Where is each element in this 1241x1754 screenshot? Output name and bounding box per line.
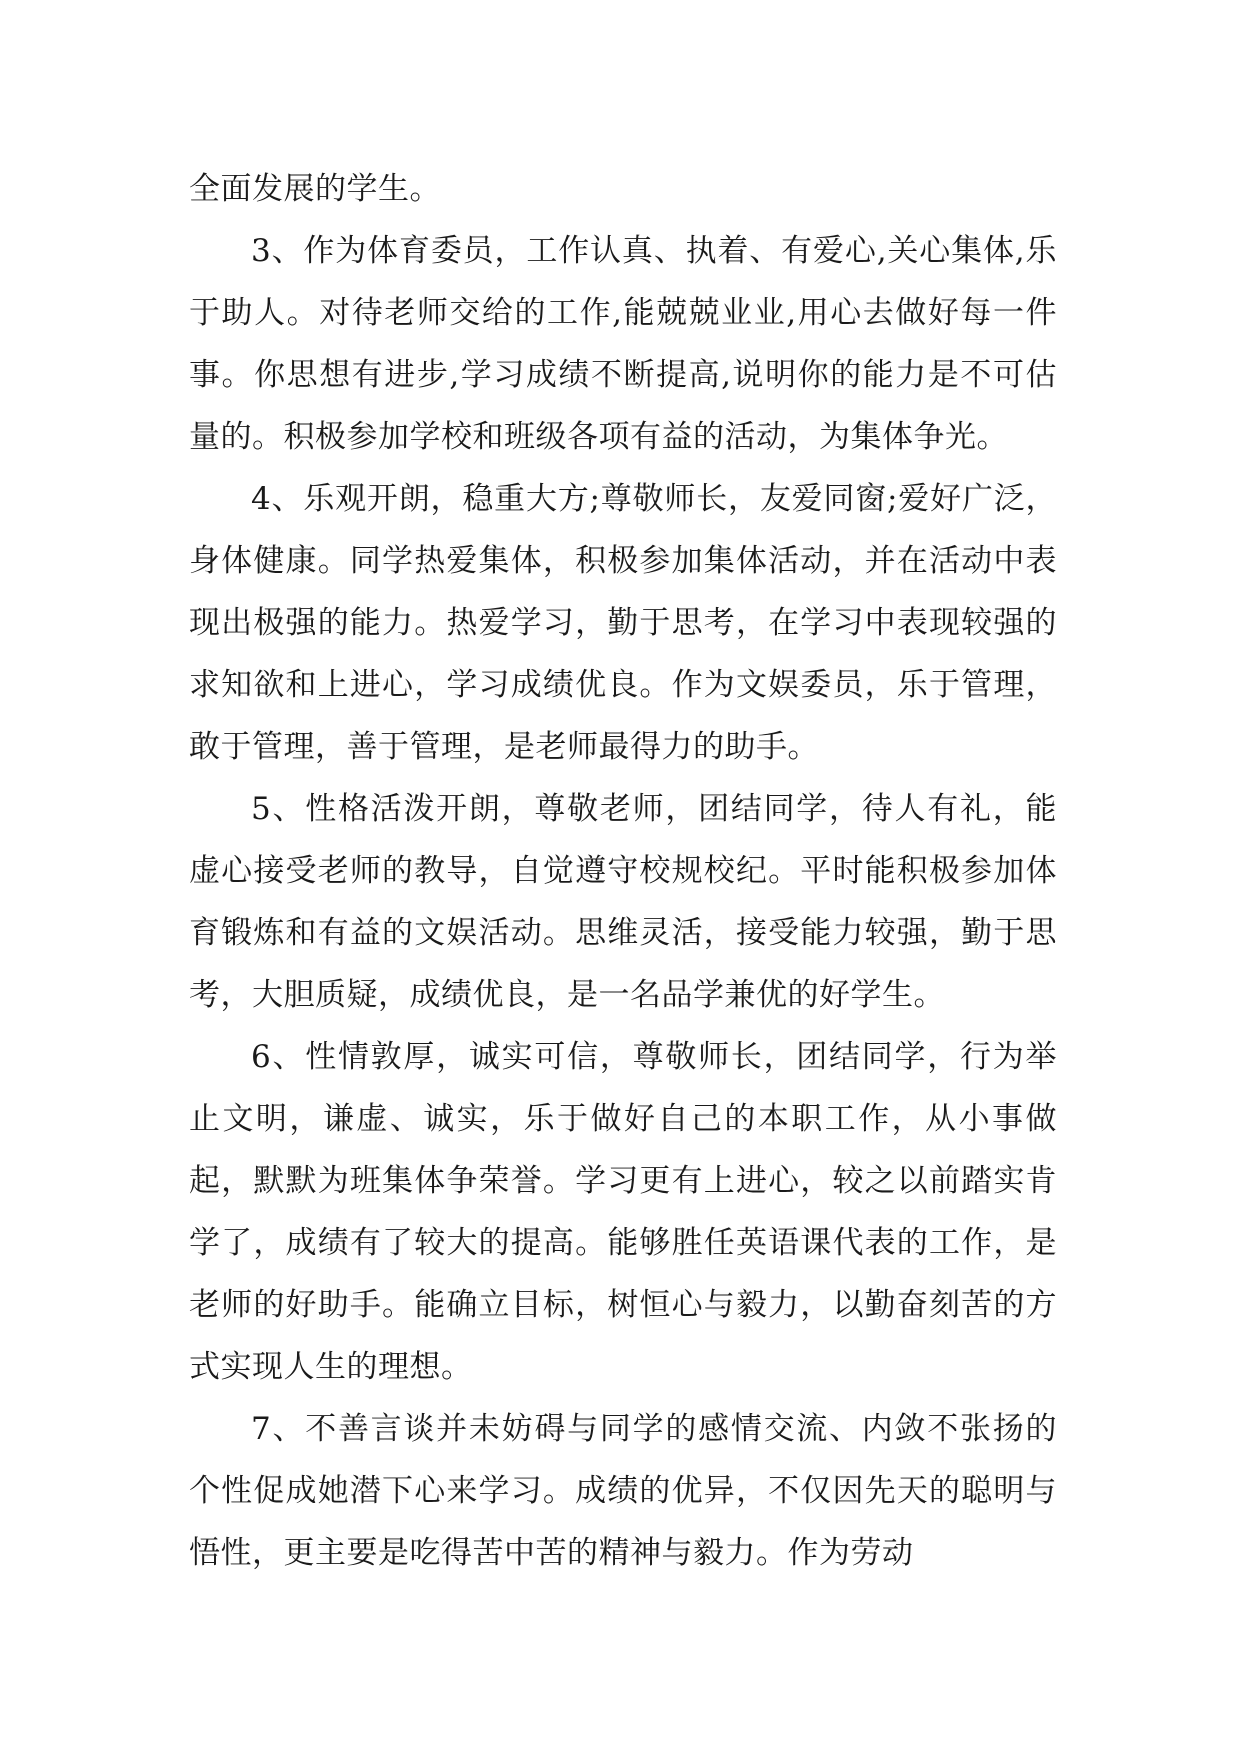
- paragraph-item-6: 6、性情敦厚，诚实可信，尊敬师长，团结同学，行为举止文明，谦虚、诚实，乐于做好自己的本职工作，从小事做起，默默为班集体争荣誉。学习更有上进心，较之以前踏实肯学了，成绩有了较大的提高。能够胜任英语课代表的工作，是老师的好助手。能确立目标，树恒心与毅力，以勤奋刻苦的方式实现人生的理想。: [189, 1039, 1057, 1385]
- document-body: [189, 158, 1057, 1584]
- paragraph-item-3: 3、作为体育委员，工作认真、执着、有爱心,关心集体,乐于助人。对待老师交给的工作,能兢兢业业,用心去做好每一件事。你思想有进步,学习成绩不断提高,说明你的能力是不可估量的。积极参加学校和班级各项有益的活动，为集体争光。: [189, 233, 1057, 455]
- paragraph-continuation: 全面发展的学生。: [189, 171, 441, 207]
- paragraph-item-7: 7、不善言谈并未妨碍与同学的感情交流、内敛不张扬的个性促成她潜下心来学习。成绩的优异，不仅因先天的聪明与悟性，更主要是吃得苦中苦的精神与毅力。作为劳动: [189, 1411, 1057, 1571]
- paragraph-item-4: 4、乐观开朗，稳重大方;尊敬师长，友爱同窗;爱好广泛，身体健康。同学热爱集体，积极参加集体活动，并在活动中表现出极强的能力。热爱学习，勤于思考，在学习中表现较强的求知欲和上进心，学习成绩优良。作为文娱委员，乐于管理，敢于管理，善于管理，是老师最得力的助手。: [189, 481, 1057, 765]
- paragraph-item-5: 5、性格活泼开朗，尊敬老师，团结同学，待人有礼，能虚心接受老师的教导，自觉遵守校规校纪。平时能积极参加体育锻炼和有益的文娱活动。思维灵活，接受能力较强，勤于思考，大胆质疑，成绩优良，是一名品学兼优的好学生。: [189, 791, 1057, 1013]
